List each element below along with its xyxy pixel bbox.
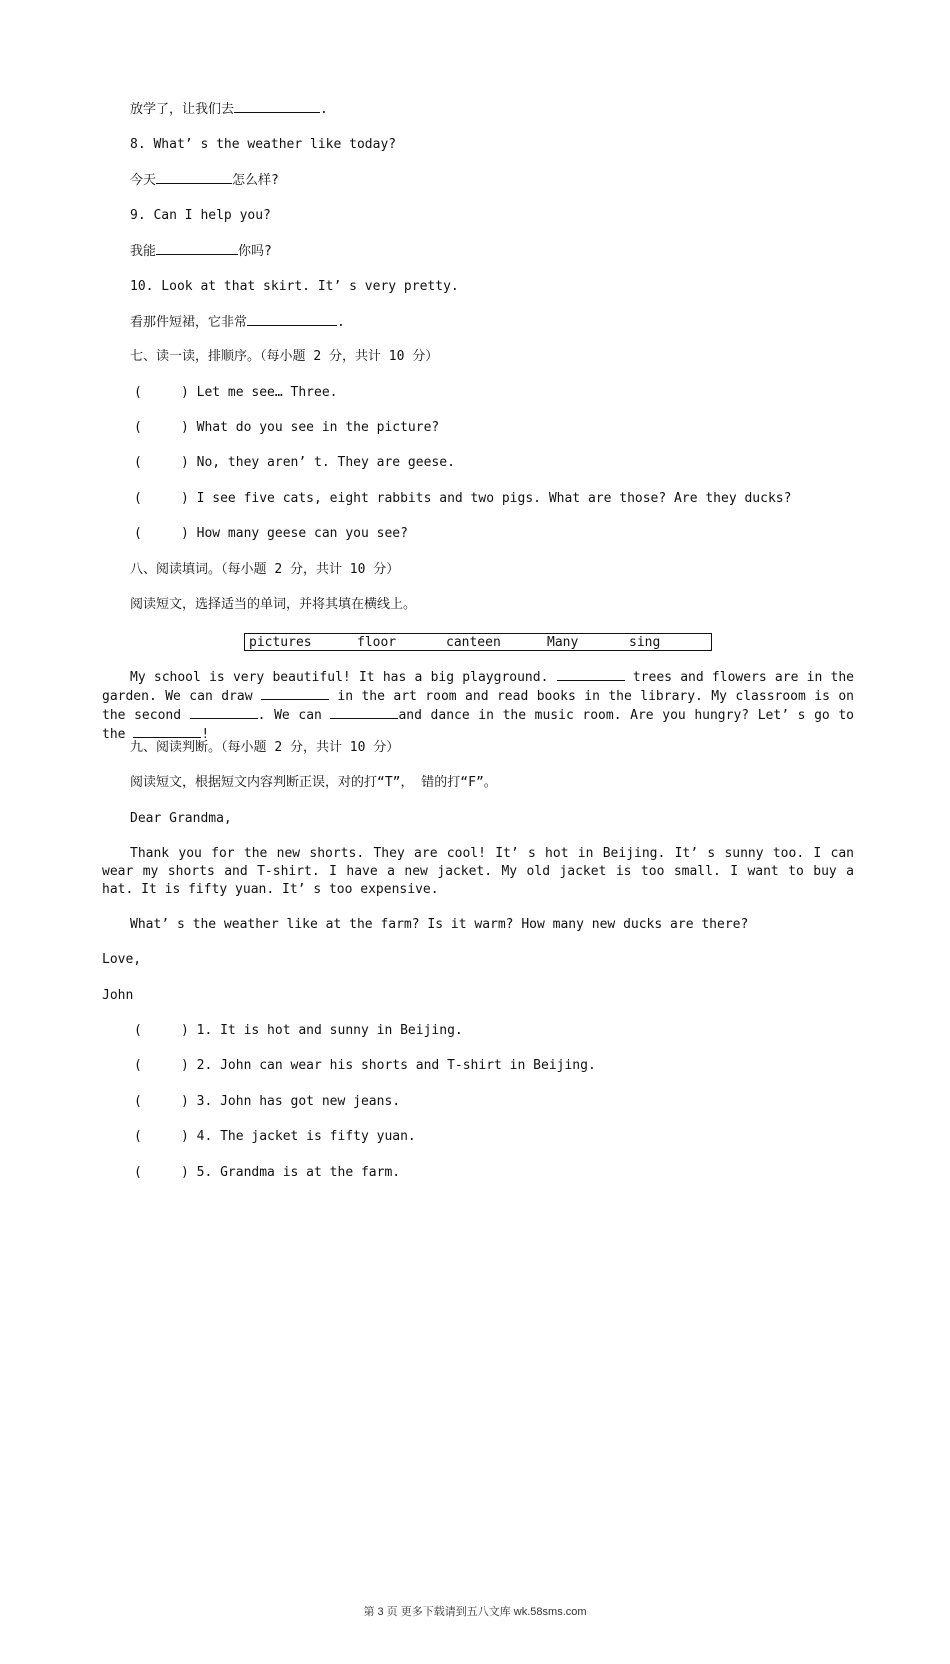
translation-line-9: 我能 你吗? bbox=[130, 244, 272, 259]
word-bank-item: Many bbox=[547, 635, 579, 650]
cloze-passage: My school is very beautiful! It has a big playground. trees and flowers are in the garden. We can draw in the art room and read books in the library. My classroom is on the second . We can and dance in the music room. Are you hungry? Let’ s go to the ! bbox=[102, 670, 854, 742]
letter-signature: John bbox=[102, 988, 134, 1003]
answer-blank[interactable] bbox=[247, 313, 337, 326]
answer-blank[interactable] bbox=[156, 171, 232, 184]
ordering-item: ( ) Let me see… Three. bbox=[134, 385, 338, 400]
word-bank-item: pictures bbox=[249, 635, 312, 650]
judgment-item: ( ) 5. Grandma is at the farm. bbox=[134, 1165, 401, 1180]
section-8-heading: 八、阅读填词。（每小题 2 分，共计 10 分） bbox=[130, 562, 400, 577]
judgment-item: ( ) 3. John has got new jeans. bbox=[134, 1094, 401, 1109]
section-9-instruction: 阅读短文，根据短文内容判断正误，对的打“T”， 错的打“F”。 bbox=[130, 775, 497, 790]
ordering-item: ( ) No, they aren’ t. They are geese. bbox=[134, 455, 455, 470]
question-8: 8. What’ s the weather like today? bbox=[130, 137, 397, 152]
section-8-instruction: 阅读短文，选择适当的单词，并将其填在横线上。 bbox=[130, 597, 417, 612]
page-footer: 第 3 页 更多下载请到五八文库 wk.58sms.com bbox=[363, 1606, 587, 1618]
answer-blank[interactable] bbox=[156, 242, 238, 255]
word-bank-item: sing bbox=[629, 635, 661, 650]
question-10: 10. Look at that skirt. It’ s very pretty. bbox=[130, 279, 459, 294]
section-7-heading: 七、读一读，排顺序。（每小题 2 分，共计 10 分） bbox=[130, 349, 439, 364]
answer-blank[interactable] bbox=[330, 706, 398, 719]
word-bank bbox=[244, 633, 712, 651]
translation-line-7: 放学了，让我们去 . bbox=[130, 102, 328, 117]
answer-blank[interactable] bbox=[190, 706, 258, 719]
ordering-item: ( ) What do you see in the picture? bbox=[134, 420, 440, 435]
question-9: 9. Can I help you? bbox=[130, 208, 271, 223]
answer-blank[interactable] bbox=[133, 725, 201, 738]
word-bank-item: floor bbox=[357, 635, 397, 650]
section-9-heading: 九、阅读判断。（每小题 2 分，共计 10 分） bbox=[130, 740, 400, 755]
judgment-item: ( ) 2. John can wear his shorts and T-shirt in Beijing. bbox=[134, 1058, 596, 1073]
answer-blank[interactable] bbox=[261, 687, 329, 700]
letter-paragraph-1: Thank you for the new shorts. They are cool! It’ s hot in Beijing. It’ s sunny too. I can wear my shorts and T-shirt. I have a new jacket. My old jacket is too small. I want to buy a hat. It is fifty yuan. It’ s too expensive. bbox=[102, 846, 854, 897]
judgment-item: ( ) 1. It is hot and sunny in Beijing. bbox=[134, 1023, 463, 1038]
letter-greeting: Dear Grandma, bbox=[130, 811, 232, 826]
ordering-item: ( ) I see five cats, eight rabbits and two pigs. What are those? Are they ducks? bbox=[134, 491, 792, 506]
answer-blank[interactable] bbox=[557, 668, 625, 681]
word-bank-item: canteen bbox=[446, 635, 501, 650]
answer-blank[interactable] bbox=[234, 100, 320, 113]
judgment-item: ( ) 4. The jacket is fifty yuan. bbox=[134, 1129, 416, 1144]
ordering-item: ( ) How many geese can you see? bbox=[134, 526, 408, 541]
letter-closing: Love, bbox=[102, 952, 142, 967]
letter-paragraph-2: What’ s the weather like at the farm? Is it warm? How many new ducks are there? bbox=[130, 917, 749, 932]
translation-line-8: 今天 怎么样? bbox=[130, 173, 279, 188]
translation-line-10: 看那件短裙，它非常 . bbox=[130, 315, 345, 330]
